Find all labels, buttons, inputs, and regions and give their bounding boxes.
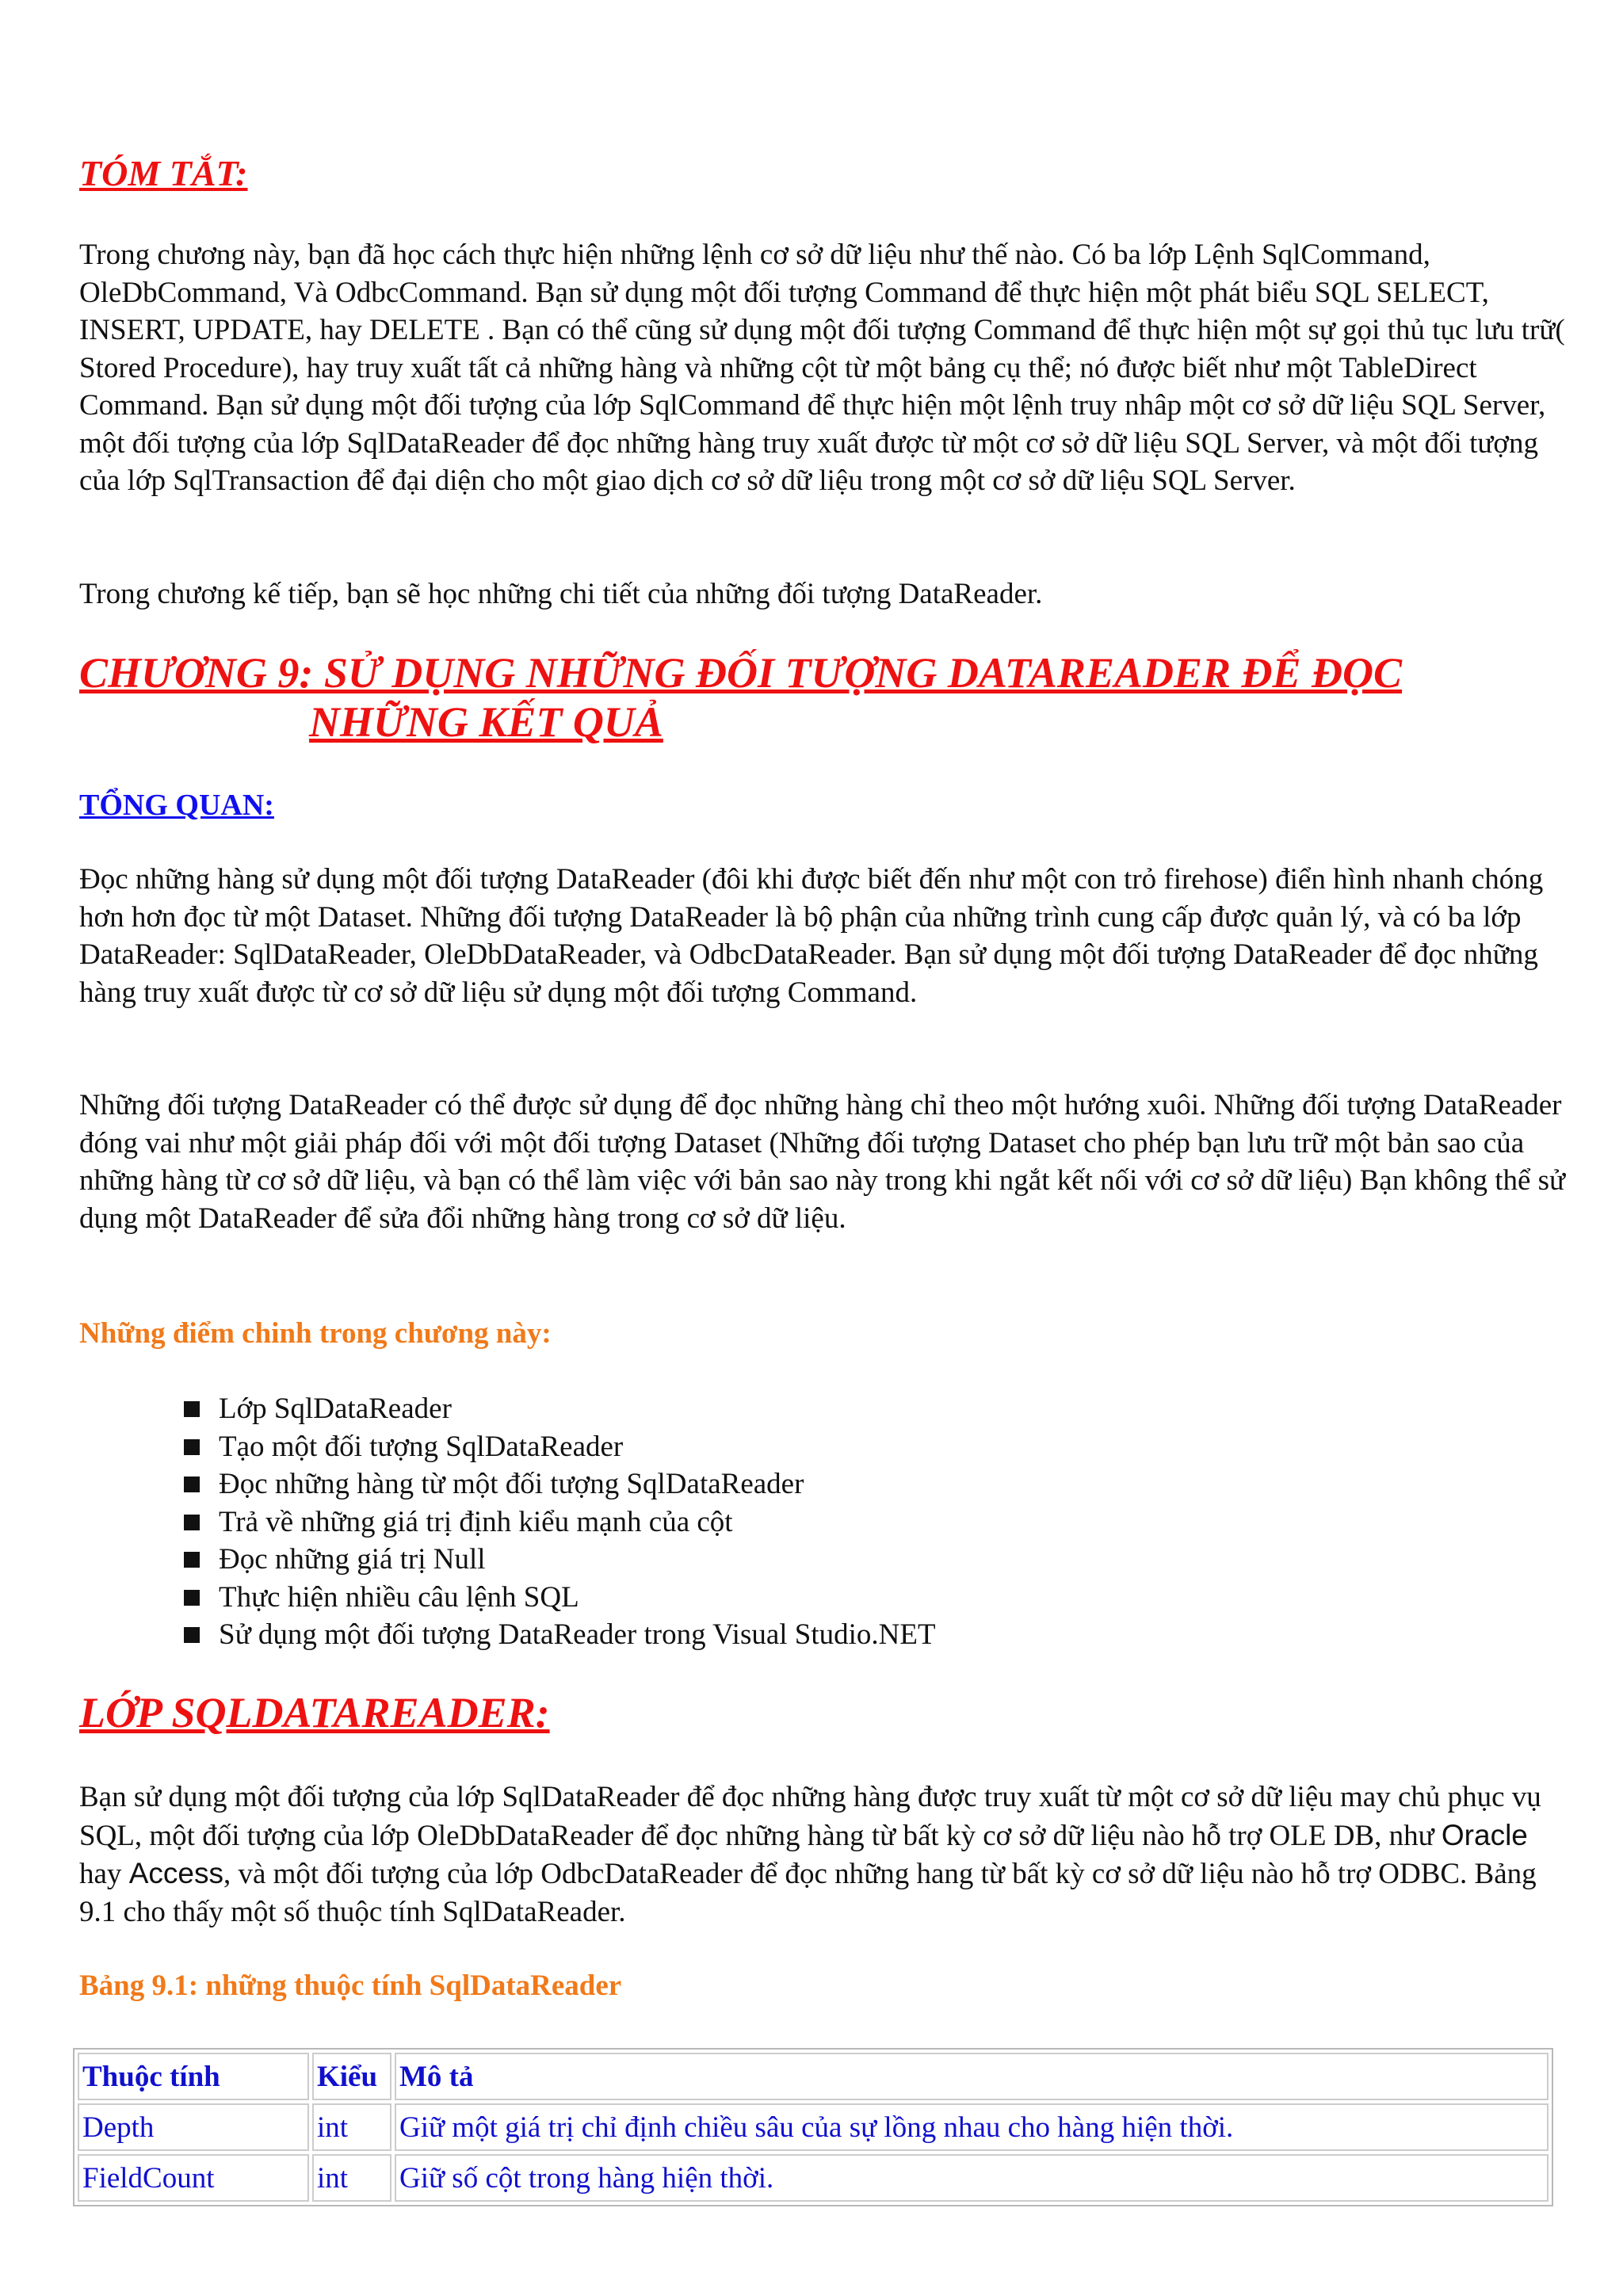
- table-row: [78, 2103, 1549, 2151]
- summary-heading: TÓM TẮT:: [79, 153, 248, 193]
- overview-heading: TỔNG QUAN:: [79, 789, 274, 822]
- list-item: Đọc những giá trị Null: [184, 1541, 1531, 1579]
- table-cell: Depth: [78, 2103, 309, 2151]
- square-bullet-icon: [184, 1515, 200, 1530]
- properties-table: [73, 2048, 1553, 2206]
- list-item: Thực hiện nhiều câu lệnh SQL: [184, 1579, 1531, 1617]
- table-cell: Giữ số cột trong hàng hiện thời.: [395, 2154, 1549, 2202]
- key-points-list: [184, 1390, 1531, 1654]
- sqldatareader-paragraph: Bạn sử dụng một đối tượng của lớp SqlDataReader để đọc những hàng được truy xuất từ một cơ sở dữ liệu may chủ phục vụ SQL, một đối tượng của lớp OleDbDataReader để đọc những hàng từ bất kỳ cơ sở dữ liệu nào hỗ trợ OLE DB, như Oracle hay Access, và một đối tượng của lớp OdbcDataReader để đọc những hang từ bất kỳ cơ sở dữ liệu nào hỗ trợ ODBC. Bảng 9.1 cho thấy một số thuộc tính SqlDataReader.: [79, 1781, 1541, 1928]
- summary-paragraph-1: Trong chương này, bạn đã học cách thực hiện những lệnh cơ sở dữ liệu như thế nào. Có ba lớp Lệnh SqlCommand, OleDbCommand, Và OdbcCommand. Bạn sử dụng một đối tượng Command để thực hiện một phát biểu SQL SELECT, INSERT, UPDATE, hay DELETE . Bạn có thể cũng sử dụng một đối tượng Command để thực hiện một sự gọi thủ tục lưu trữ( Stored Procedure), hay truy xuất tất cả những hàng và những cột từ một bảng cụ thể; nó được biết như một TableDirect Command. Bạn sử dụng một đối tượng của lớp SqlCommand để thực hiện một lệnh truy nhâp một cơ sở dữ liệu SQL Server, một đối tượng của lớp SqlDataReader để đọc những hàng truy xuất được từ một cơ sở dữ liệu SQL Server, và một đối tượng của lớp SqlTransaction để đại diện cho một giao dịch cơ sở dữ liệu trong một cơ sở dữ liệu SQL Server.: [79, 239, 1565, 497]
- list-item: Trả về những giá trị định kiểu mạnh của cột: [184, 1503, 1531, 1541]
- column-header: Thuộc tính: [78, 2053, 309, 2100]
- square-bullet-icon: [184, 1627, 200, 1643]
- table-cell: int: [312, 2103, 391, 2151]
- square-bullet-icon: [184, 1477, 200, 1492]
- square-bullet-icon: [184, 1552, 200, 1568]
- table-cell: FieldCount: [78, 2154, 309, 2202]
- list-item: Lớp SqlDataReader: [184, 1390, 1531, 1428]
- overview-paragraph-2: Những đối tượng DataReader có thể được sử dụng để đọc những hàng chỉ theo một hướng xuôi. Những đối tượng DataReader đóng vai như một giải pháp đối với một đối tượng Dataset (Những đối tượng Dataset cho phép bạn lưu trữ một bản sao của những hàng từ cơ sở dữ liệu, và bạn có thể làm việc với bản sao này trong khi ngắt kết nối với cơ sở dữ liệu) Bạn không thể sử dụng một DataReader để sửa đổi những hàng trong cơ sở dữ liệu.: [79, 1089, 1566, 1235]
- square-bullet-icon: [184, 1401, 200, 1417]
- chapter-title: [79, 648, 1569, 747]
- key-points-heading: Những điểm chinh trong chương này:: [79, 1317, 552, 1350]
- table-caption: Bảng 9.1: những thuộc tính SqlDataReader: [79, 1969, 622, 2002]
- square-bullet-icon: [184, 1439, 200, 1455]
- list-item: Sử dụng một đối tượng DataReader trong Visual Studio.NET: [184, 1616, 1531, 1654]
- column-header: Mô tả: [395, 2053, 1549, 2100]
- chapter-title-line-2: NHỮNG KẾT QUẢ: [309, 698, 663, 746]
- table-cell: Giữ một giá trị chỉ định chiều sâu của sự lồng nhau cho hàng hiện thời.: [395, 2103, 1549, 2151]
- table-row: [78, 2154, 1549, 2202]
- table-cell: int: [312, 2154, 391, 2202]
- list-item: Tạo một đối tượng SqlDataReader: [184, 1428, 1531, 1466]
- list-item: Đọc những hàng từ một đối tượng SqlDataReader: [184, 1465, 1531, 1503]
- column-header: Kiểu: [312, 2053, 391, 2100]
- summary-paragraph-2: Trong chương kế tiếp, bạn sẽ học những chi tiết của những đối tượng DataReader.: [79, 578, 1043, 610]
- overview-paragraph-1: Đọc những hàng sử dụng một đối tượng DataReader (đôi khi được biết đến như một con trỏ firehose) điển hình nhanh chóng hơn hơn đọc từ một Dataset. Những đối tượng DataReader là bộ phận của những trình cung cấp được quản lý, và có ba lớp DataReader: SqlDataReader, OleDbDataReader, và OdbcDataReader. Bạn sử dụng một đối tượng DataReader để đọc những hàng truy xuất được từ cơ sở dữ liệu sử dụng một đối tượng Command.: [79, 863, 1544, 1009]
- sqldatareader-heading: LỚP SQLDATAREADER:: [79, 1689, 550, 1736]
- chapter-title-line-1: CHƯƠNG 9: SỬ DỤNG NHỮNG ĐỐI TƯỢNG DATAREADER ĐỂ ĐỌC: [79, 649, 1403, 697]
- square-bullet-icon: [184, 1590, 200, 1606]
- table-header-row: [78, 2053, 1549, 2100]
